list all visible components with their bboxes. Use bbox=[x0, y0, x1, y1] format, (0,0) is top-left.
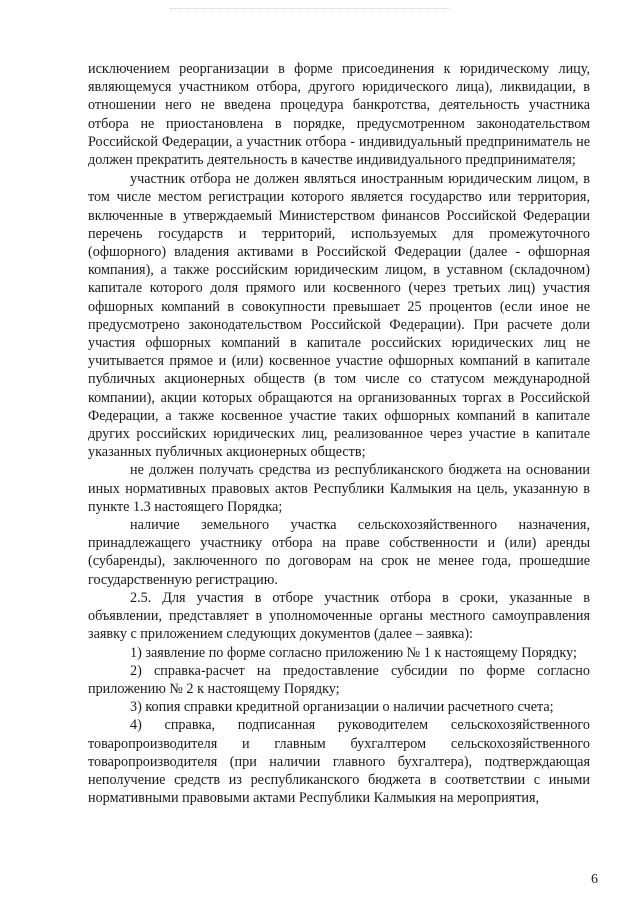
document-body bbox=[88, 60, 590, 807]
scan-header-mark bbox=[170, 8, 450, 13]
paragraph-offshore-requirement: участник отбора не должен являться иностранным юридическим лицом, в том числе местом регистрации которого является государство или территория, включенные в утверждаемый Министерством финансов Российской Федерации перечень государств и территорий, используемых для промежуточного (офшорного) владения активами в Российской Федерации (далее - офшорная компания), а также российским юридическим лицом, в уставном (складочном) капитале которого доля прямого или косвенного (через третьих лиц) участия офшорных компаний в совокупности превышает 25 процентов (если иное не предусмотрено законодательством Российской Федерации). При расчете доли участия офшорных компаний в капитале российских юридических лиц не учитывается прямое и (или) косвенное участие офшорных компаний в капитале публичных акционерных обществ (в том числе со статусом международной компании), акции которых обращаются на организованных торгах в Российской Федерации, а также косвенное участие таких офшорных компаний в капитале других российских юридических лиц, реализованное через участие в капитале указанных публичных акционерных обществ; bbox=[88, 171, 590, 461]
list-item-2: 2) справка-расчет на предоставление субсидии по форме согласно приложению № 2 к настоящему Порядку; bbox=[88, 662, 590, 697]
page-number: 6 bbox=[591, 872, 598, 887]
list-item-1: 1) заявление по форме согласно приложению № 1 к настоящему Порядку; bbox=[130, 644, 577, 661]
paragraph-land-plot: наличие земельного участка сельскохозяйственного назначения, принадлежащего участнику отбора на праве собственности и (или) аренды (субаренды), заключенного по договорам на срок не менее года, прошедшие государственную регистрацию. bbox=[88, 517, 590, 588]
paragraph-2-5: 2.5. Для участия в отборе участник отбора в сроки, указанные в объявлении, представляет в уполномоченные органы местного самоуправления заявку с приложением следующих документов (далее – заявка): bbox=[88, 589, 590, 643]
list-item-3: 3) копия справки кредитной организации о наличии расчетного счета; bbox=[130, 699, 554, 716]
list-item-4: 4) справка, подписанная руководителем сельскохозяйственного товаропроизводителя и главным бухгалтером сельскохозяйственного товаропроизводителя (при наличии главного бухгалтера), подтверждающая неполучение средств из республиканского бюджета в соответствии с иными нормативными правовыми актами Республики Калмыкия на мероприятия, bbox=[88, 717, 590, 807]
paragraph-continuation: исключением реорганизации в форме присоединения к юридическому лицу, являющемуся участником отбора, другого юридического лица), ликвидации, в отношении него не введена процедура банкротства, деятельность участника отбора не приостановлена в порядке, предусмотренном законодательством Российской Федерации, а участник отбора - индивидуальный предприниматель не должен прекратить деятельность в качестве индивидуального предпринимателя; bbox=[88, 61, 590, 169]
paragraph-budget-funds: не должен получать средства из республиканского бюджета на основании иных нормативных правовых актов Республики Калмыкия на цель, указанную в пункте 1.3 настоящего Порядка; bbox=[88, 462, 590, 515]
